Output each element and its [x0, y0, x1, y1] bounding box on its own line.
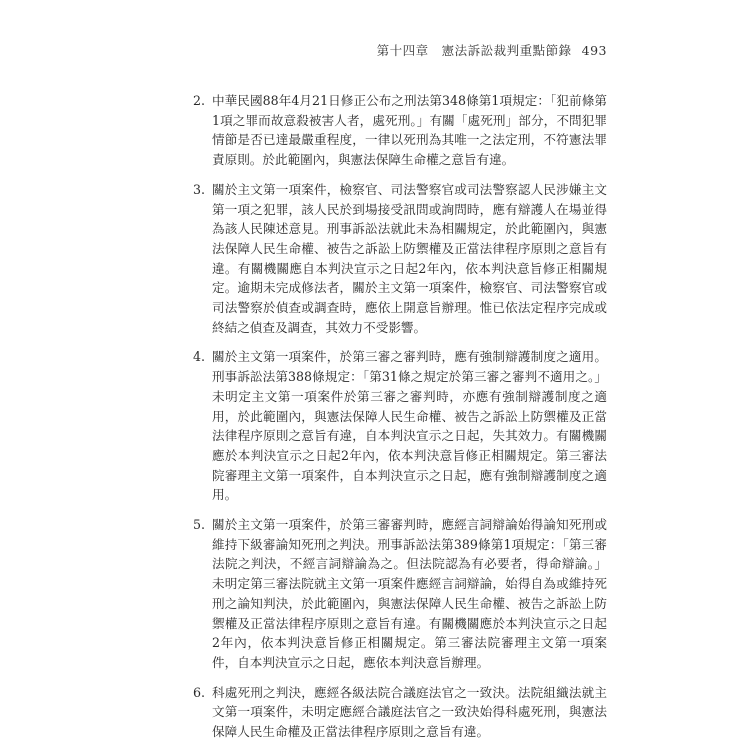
item-text: 科處死刑之判決，應經各級法院合議庭法官之一致決。法院組織法就主文第一項案件，未明定應經合議庭法官之一致決始得科處死刑，與憲法保障人民生命權及正當法律程序原則之意旨有違。	[212, 684, 607, 740]
chapter-title: 第十四章 憲法訴訟裁判重點節錄	[376, 43, 572, 58]
item-number: 4.	[193, 349, 206, 365]
list-item	[193, 347, 607, 505]
list-item	[193, 91, 607, 170]
list-item	[193, 515, 607, 673]
item-text: 關於主文第一項案件，於第三審之審判時，應有強制辯護制度之適用。刑事訴訟法第388條規定：「第31條之規定於第三審之審判不適用之。」未明定主文第一項案件於第三審之審判時，亦應有強制辯護制度之適用，於此範圍內，與憲法保障人民生命權、被告之訴訟上防禦權及正當法律程序原則之意旨有違，自本判決宣示之日起，失其效力。有關機關應於本判決宣示之日起2年內，依本判決意旨修正相關規定。第三審法院審理主文第一項案件，自本判決宣示之日起，應有強制辯護制度之適用。	[212, 349, 607, 503]
body-text	[193, 91, 607, 752]
item-text: 中華民國88年4月21日修正公布之刑法第348條第1項規定：「犯前條第1項之罪而故意殺被害人者，處死刑。」有關「處死刑」部分，不問犯罪情節是否已達最嚴重程度，一律以死刑為其唯一之法定刑，不符憲法罪責原則。於此範圍內，與憲法保障生命權之意旨有違。	[212, 93, 607, 168]
list-item	[193, 683, 607, 742]
item-text: 關於主文第一項案件，檢察官、司法警察官或司法警察認人民涉嫌主文第一項之犯罪，該人民於到場接受訊問或詢問時，應有辯護人在場並得為該人民陳述意見。刑事訴訟法就此未為相關規定，於此範圍內，與憲法保障人民生命權、被告之訴訟上防禦權及正當法律程序原則之意旨有違。有關機關應自本判決宣示之日起2年內，依本判決意旨修正相關規定。逾期未完成修法者，關於主文第一項案件，檢察官、司法警察官或司法警察於偵查或調查時，應依上開意旨辦理。惟已依法定程序完成或終結之偵查及調查，其效力不受影響。	[212, 181, 607, 335]
item-number: 3.	[193, 181, 206, 197]
running-header	[377, 41, 607, 59]
page-number: 493	[581, 43, 607, 58]
item-text: 關於主文第一項案件，於第三審審判時，應經言詞辯論始得論知死刑或維持下級審論知死刑之判決。刑事訴訟法第389條第1項規定：「第三審法院之判決，不經言詞辯論為之。但法院認為有必要者，得命辯論。」未明定第三審法院就主文第一項案件應經言詞辯論，始得自為或維持死刑之論知判決，於此範圍內，與憲法保障人民生命權、被告之訴訟上防禦權及正當法律程序原則之意旨有違。有關機關應於本判決宣示之日起2年內，依本判決意旨修正相關規定。第三審法院審理主文第一項案件，自本判決宣示之日起，應依本判決意旨辦理。	[212, 517, 607, 670]
item-number: 6.	[193, 684, 206, 700]
item-number: 2.	[193, 93, 206, 108]
item-number: 5.	[193, 517, 206, 533]
list-item	[193, 180, 607, 338]
